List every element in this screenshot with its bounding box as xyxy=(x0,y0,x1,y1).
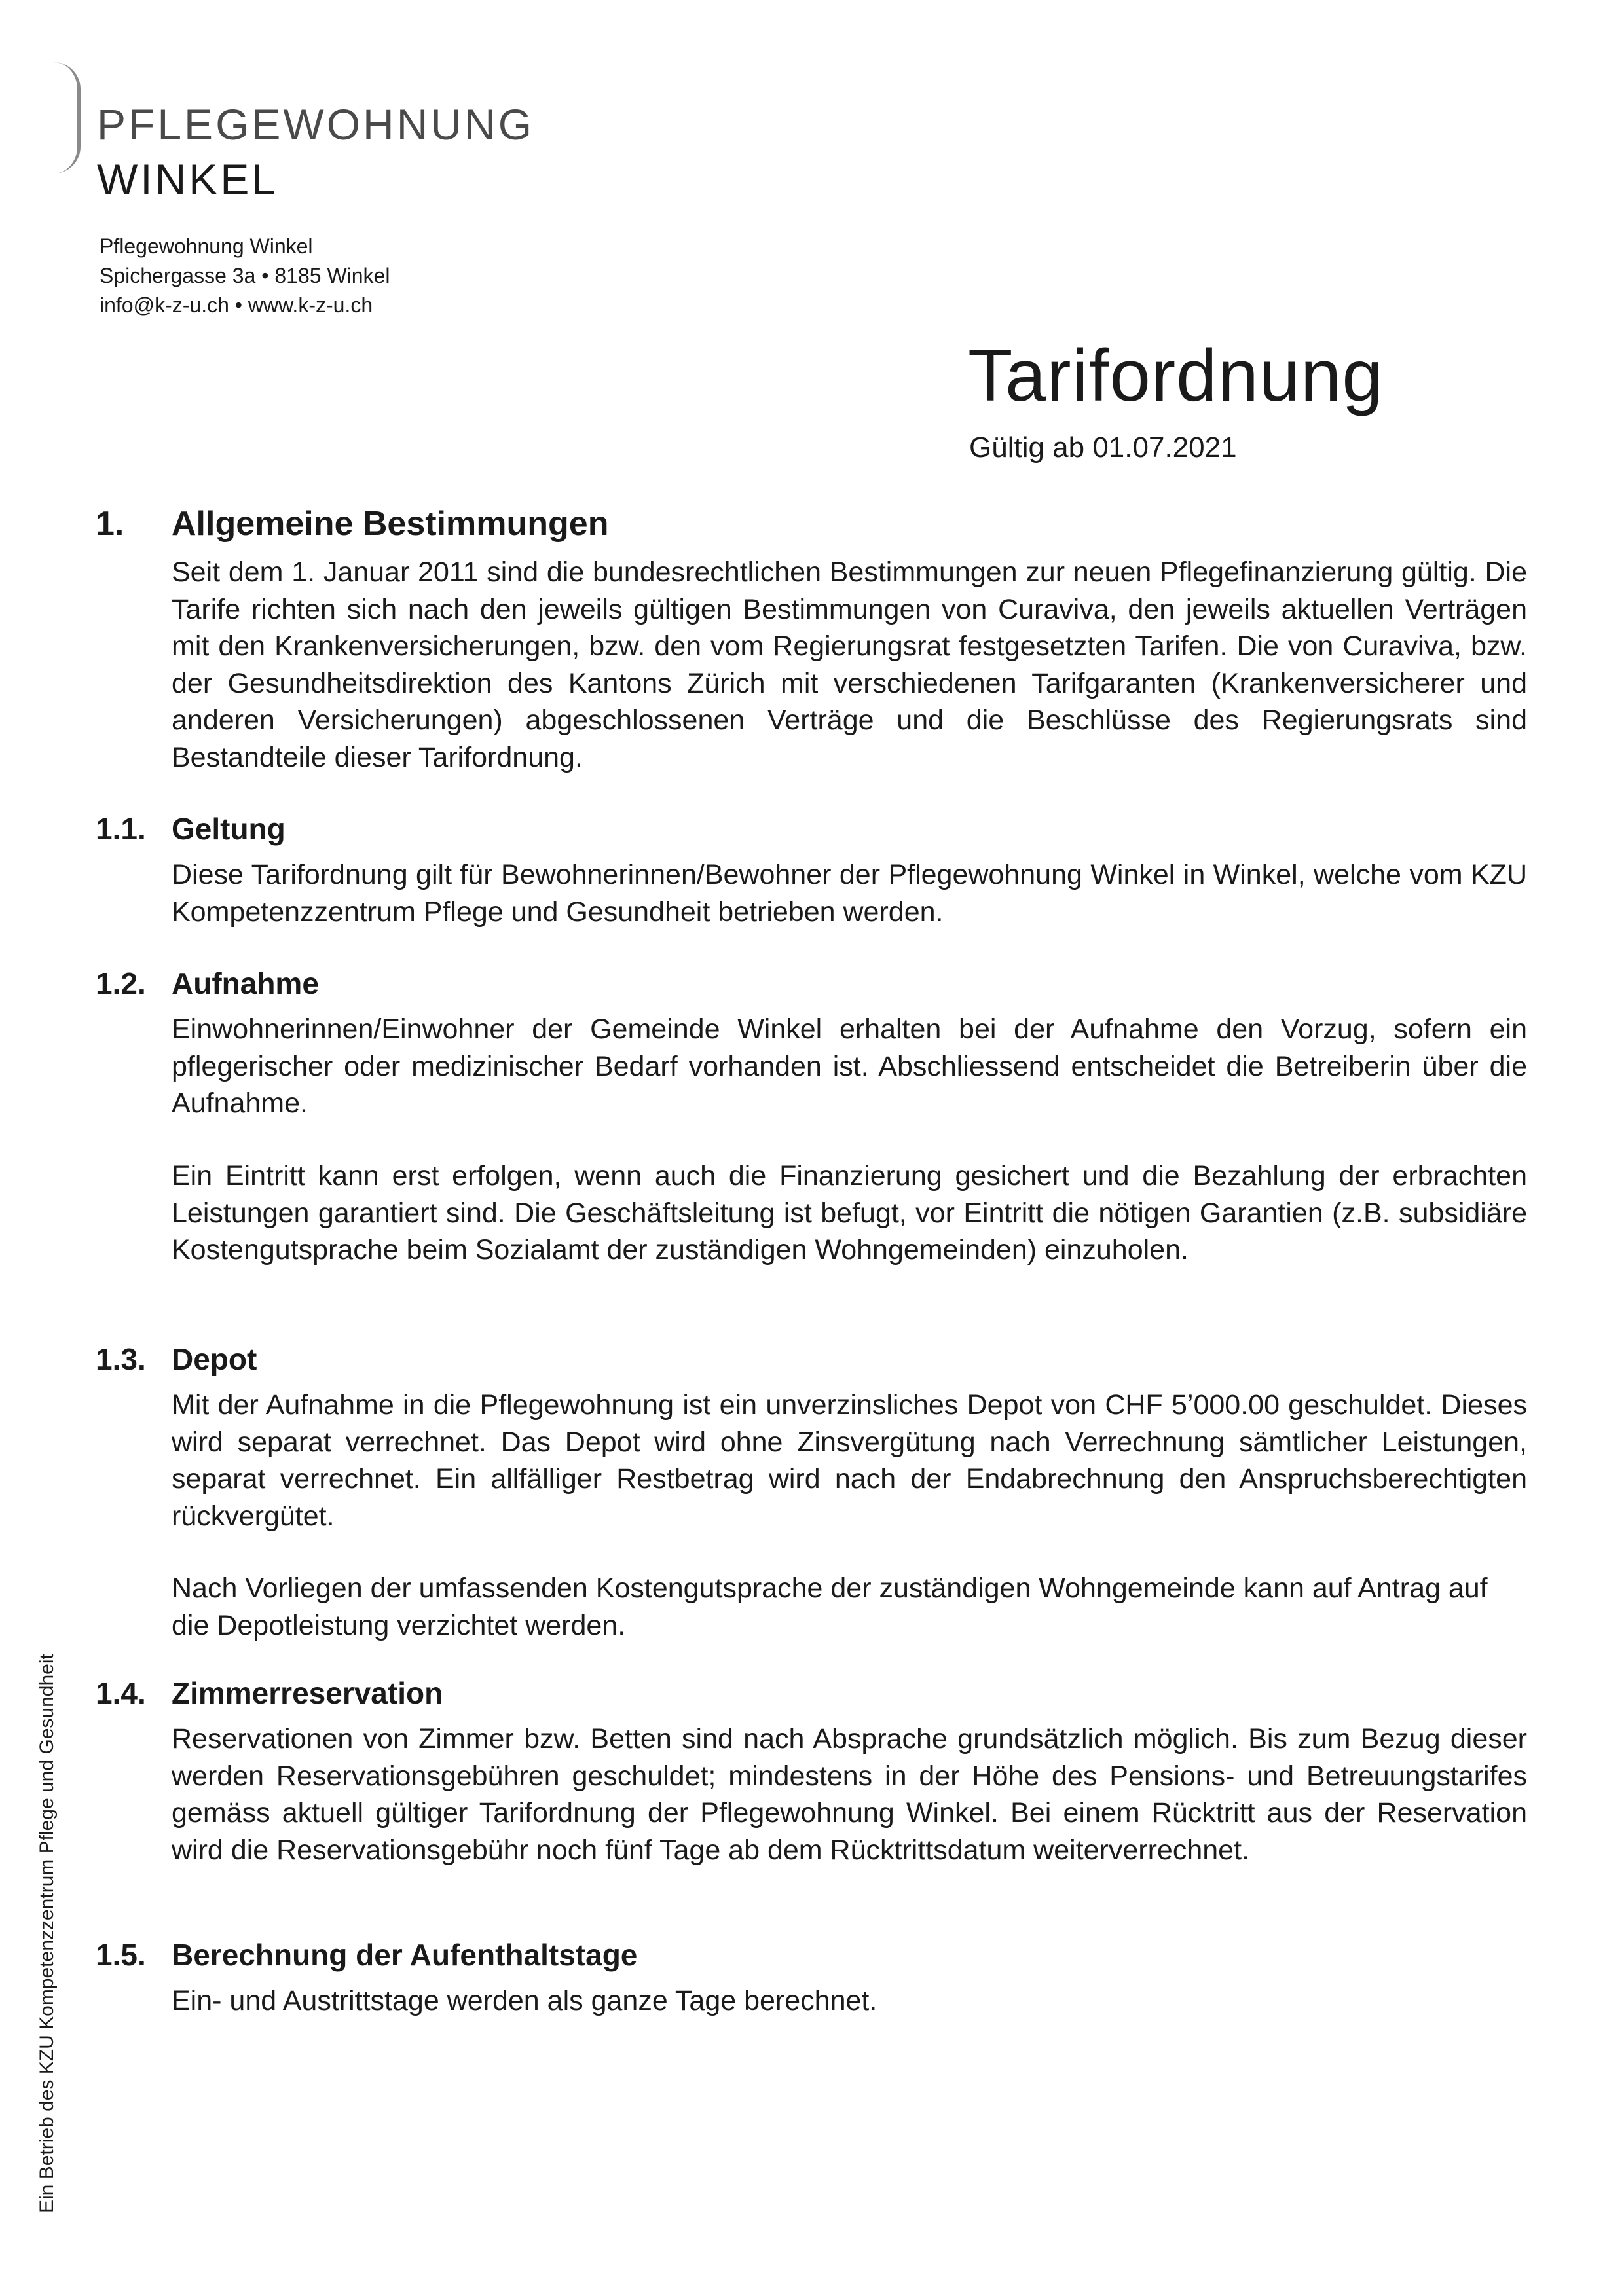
page-title: Tarifordnung xyxy=(968,335,1384,416)
section-1-4-text: Reservationen von Zimmer bzw. Betten sind nach Absprache grundsätzlich möglich. Bis zum Bezug dieser werden Reservationsgebühren geschuldet; mindestens in der Höhe des Pensions- und Betreuungstarifes gemäss aktuell gültiger Tarifordnung der Pflegewohnung Winkel. Bei einem Rücktritt aus der Reservation wird die Reservationsgebühr noch fünf Tage ab dem Rücktrittsdatum weiterverrechnet. xyxy=(172,1723,1527,1866)
side-note: Ein Betrieb des KZU Kompetenzzentrum Pflege und Gesundheit xyxy=(36,1654,58,2213)
valid-from-date: Gültig ab 01.07.2021 xyxy=(969,431,1237,464)
logo-line-1: PFLEGEWOHNUNG xyxy=(97,100,535,149)
address-block xyxy=(100,232,390,320)
section-title: Geltung xyxy=(172,812,286,846)
section-number: 1.1. xyxy=(96,812,146,846)
section-1-3-text-2: Nach Vorliegen der umfassenden Kostengutsprache der zuständigen Wohngemeinde kann auf Antrag auf die Depotleistung verzichtet werden. xyxy=(172,1573,1488,1641)
section-number: 1.5. xyxy=(96,1938,146,1972)
logo-bracket-icon xyxy=(54,62,81,173)
section-1-text: Seit dem 1. Januar 2011 sind die bundesrechtlichen Bestimmungen zur neuen Pflegefinanzierung gültig. Die Tarife richten sich nach den jeweils gültigen Bestimmungen von Curaviva, den jeweils aktuellen Verträgen mit den Krankenversicherungen, bzw. den vom Regierungsrat festgesetzten Tarifen. Die von Curaviva, bzw. der Gesundheitsdirektion des Kantons Zürich mit verschiedenen Tarifgaranten (Krankenversicherer und anderen Versicherungen) abgeschlossenen Verträge und die Beschlüsse des Regierungsrats sind Bestandteile dieser Tarifordnung. xyxy=(172,556,1527,773)
section-title: Allgemeine Bestimmungen xyxy=(172,505,609,543)
section-1-2-text-1: Einwohnerinnen/Einwohner der Gemeinde Winkel erhalten bei der Aufnahme den Vorzug, sofern ein pflegerischer oder medizinischer Bedarf vorhanden ist. Abschliessend entscheidet die Betreiberin über die Aufnahme. xyxy=(172,1013,1527,1119)
section-number: 1.4. xyxy=(96,1676,146,1710)
section-title: Depot xyxy=(172,1342,257,1376)
section-number: 1.3. xyxy=(96,1342,146,1376)
section-number: 1.2. xyxy=(96,966,146,1000)
logo-line-2: WINKEL xyxy=(97,155,279,204)
section-1-2-text-2: Ein Eintritt kann erst erfolgen, wenn auch die Finanzierung gesichert und die Bezahlung der erbrachten Leistungen garantiert sind. Die Geschäftsleitung ist befugt, vor Eintritt die nötigen Garantien (z.B. subsidiäre Kostengutsprache beim Sozialamt der zuständigen Wohngemeinden) einzuholen. xyxy=(172,1160,1527,1266)
address-name: Pflegewohnung Winkel xyxy=(100,234,313,258)
section-title: Berechnung der Aufenthaltstage xyxy=(172,1938,638,1972)
section-1-5-text: Ein- und Austrittstage werden als ganze Tage berechnet. xyxy=(172,1985,877,2016)
section-1-1-text: Diese Tarifordnung gilt für Bewohnerinnen/Bewohner der Pflegewohnung Winkel in Winkel, welche vom KZU Kompetenzzentrum Pflege und Gesundheit betrieben werden. xyxy=(172,859,1527,928)
section-title: Aufnahme xyxy=(172,966,319,1000)
section-title: Zimmerreservation xyxy=(172,1676,443,1710)
section-1-3-text-1: Mit der Aufnahme in die Pflegewohnung ist ein unverzinsliches Depot von CHF 5’000.00 geschuldet. Dieses wird separat verrechnet. Das Depot wird ohne Zinsvergütung nach Verrechnung sämtlicher Leistungen, separat verrechnet. Ein allfälliger Restbetrag wird nach der Endabrechnung den Anspruchsberechtigten rückvergütet. xyxy=(172,1389,1527,1532)
address-contact: info@k-z-u.ch • www.k-z-u.ch xyxy=(100,293,373,317)
section-number: 1. xyxy=(96,505,124,543)
address-street: Spichergasse 3a • 8185 Winkel xyxy=(100,264,390,287)
